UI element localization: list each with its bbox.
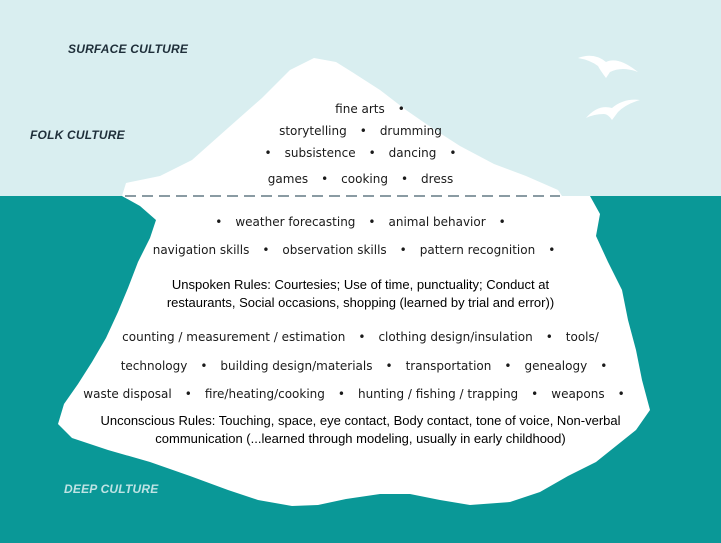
bullet-separator: • bbox=[400, 172, 409, 186]
culture-item: cooking bbox=[341, 172, 388, 186]
culture-item: technology bbox=[120, 359, 188, 373]
surface-culture-label: SURFACE CULTURE bbox=[68, 42, 189, 56]
bullet-separator: • bbox=[397, 102, 405, 116]
culture-item: transportation bbox=[405, 359, 492, 373]
unspoken-rules-line-1: Unspoken Rules: Courtesies; Use of time, punctuality; Conduct at bbox=[171, 277, 550, 292]
bullet-separator: • bbox=[617, 387, 625, 401]
unspoken-rules-text bbox=[0, 276, 721, 312]
culture-item: fire/heating/cooking bbox=[204, 387, 325, 401]
bullet-row bbox=[0, 243, 721, 257]
culture-item: genealogy bbox=[524, 359, 588, 373]
bullet-row bbox=[0, 330, 721, 344]
folk-culture-label: FOLK CULTURE bbox=[30, 128, 125, 142]
bullet-separator: • bbox=[545, 330, 553, 344]
culture-item: counting / measurement / estimation bbox=[122, 330, 346, 344]
bullet-separator: • bbox=[358, 330, 366, 344]
bullet-separator: • bbox=[262, 243, 270, 257]
bullet-separator: • bbox=[200, 359, 208, 373]
culture-item: clothing design/insulation bbox=[378, 330, 533, 344]
bullet-separator: • bbox=[600, 359, 608, 373]
culture-item: weapons bbox=[551, 387, 605, 401]
unconscious-rules-text bbox=[0, 412, 721, 448]
culture-item: drumming bbox=[379, 124, 442, 138]
bullet-row bbox=[0, 124, 721, 138]
culture-item: games bbox=[267, 172, 309, 186]
culture-item: dress bbox=[421, 172, 454, 186]
bullet-separator: • bbox=[215, 215, 223, 229]
culture-item: hunting / fishing / trapping bbox=[357, 387, 519, 401]
culture-item: building design/materials bbox=[220, 359, 373, 373]
culture-item: navigation skills bbox=[152, 243, 250, 257]
unconscious-rules-line-1: Unconscious Rules: Touching, space, eye contact, Body contact, tone of voice, Non-verbal bbox=[100, 413, 621, 428]
culture-item: observation skills bbox=[282, 243, 387, 257]
bullet-row bbox=[0, 146, 721, 160]
culture-item: subsistence bbox=[284, 146, 356, 160]
culture-item: animal behavior bbox=[388, 215, 486, 229]
bullet-separator: • bbox=[359, 124, 367, 138]
bullet-separator: • bbox=[368, 146, 376, 160]
deep-culture-label: DEEP CULTURE bbox=[64, 482, 159, 496]
bullet-row bbox=[16, 102, 721, 116]
culture-item: fine arts bbox=[335, 102, 385, 116]
culture-item: pattern recognition bbox=[419, 243, 536, 257]
bullet-separator: • bbox=[531, 387, 539, 401]
culture-item: waste disposal bbox=[83, 387, 172, 401]
bullet-separator: • bbox=[498, 215, 506, 229]
unconscious-rules-line-2: communication (...learned through modeling, usually in early childhood) bbox=[155, 431, 566, 446]
culture-item: weather forecasting bbox=[235, 215, 356, 229]
bullet-row bbox=[0, 215, 721, 229]
unspoken-rules-line-2: restaurants, Social occasions, shopping (learned by trial and error)) bbox=[166, 295, 555, 310]
bullet-separator: • bbox=[548, 243, 556, 257]
bullet-separator: • bbox=[321, 172, 329, 186]
bullet-separator: • bbox=[368, 215, 376, 229]
bullet-separator: • bbox=[264, 146, 272, 160]
bullet-row bbox=[0, 387, 721, 401]
bullet-separator: • bbox=[385, 359, 393, 373]
culture-item: tools/ bbox=[565, 330, 599, 344]
bullet-separator: • bbox=[337, 387, 345, 401]
culture-item: storytelling bbox=[279, 124, 347, 138]
bullet-row bbox=[0, 172, 721, 186]
bullet-separator: • bbox=[504, 359, 512, 373]
bullet-row bbox=[10, 359, 721, 373]
bullet-separator: • bbox=[399, 243, 407, 257]
bullet-separator: • bbox=[449, 146, 457, 160]
culture-item: dancing bbox=[388, 146, 437, 160]
bullet-separator: • bbox=[184, 387, 192, 401]
